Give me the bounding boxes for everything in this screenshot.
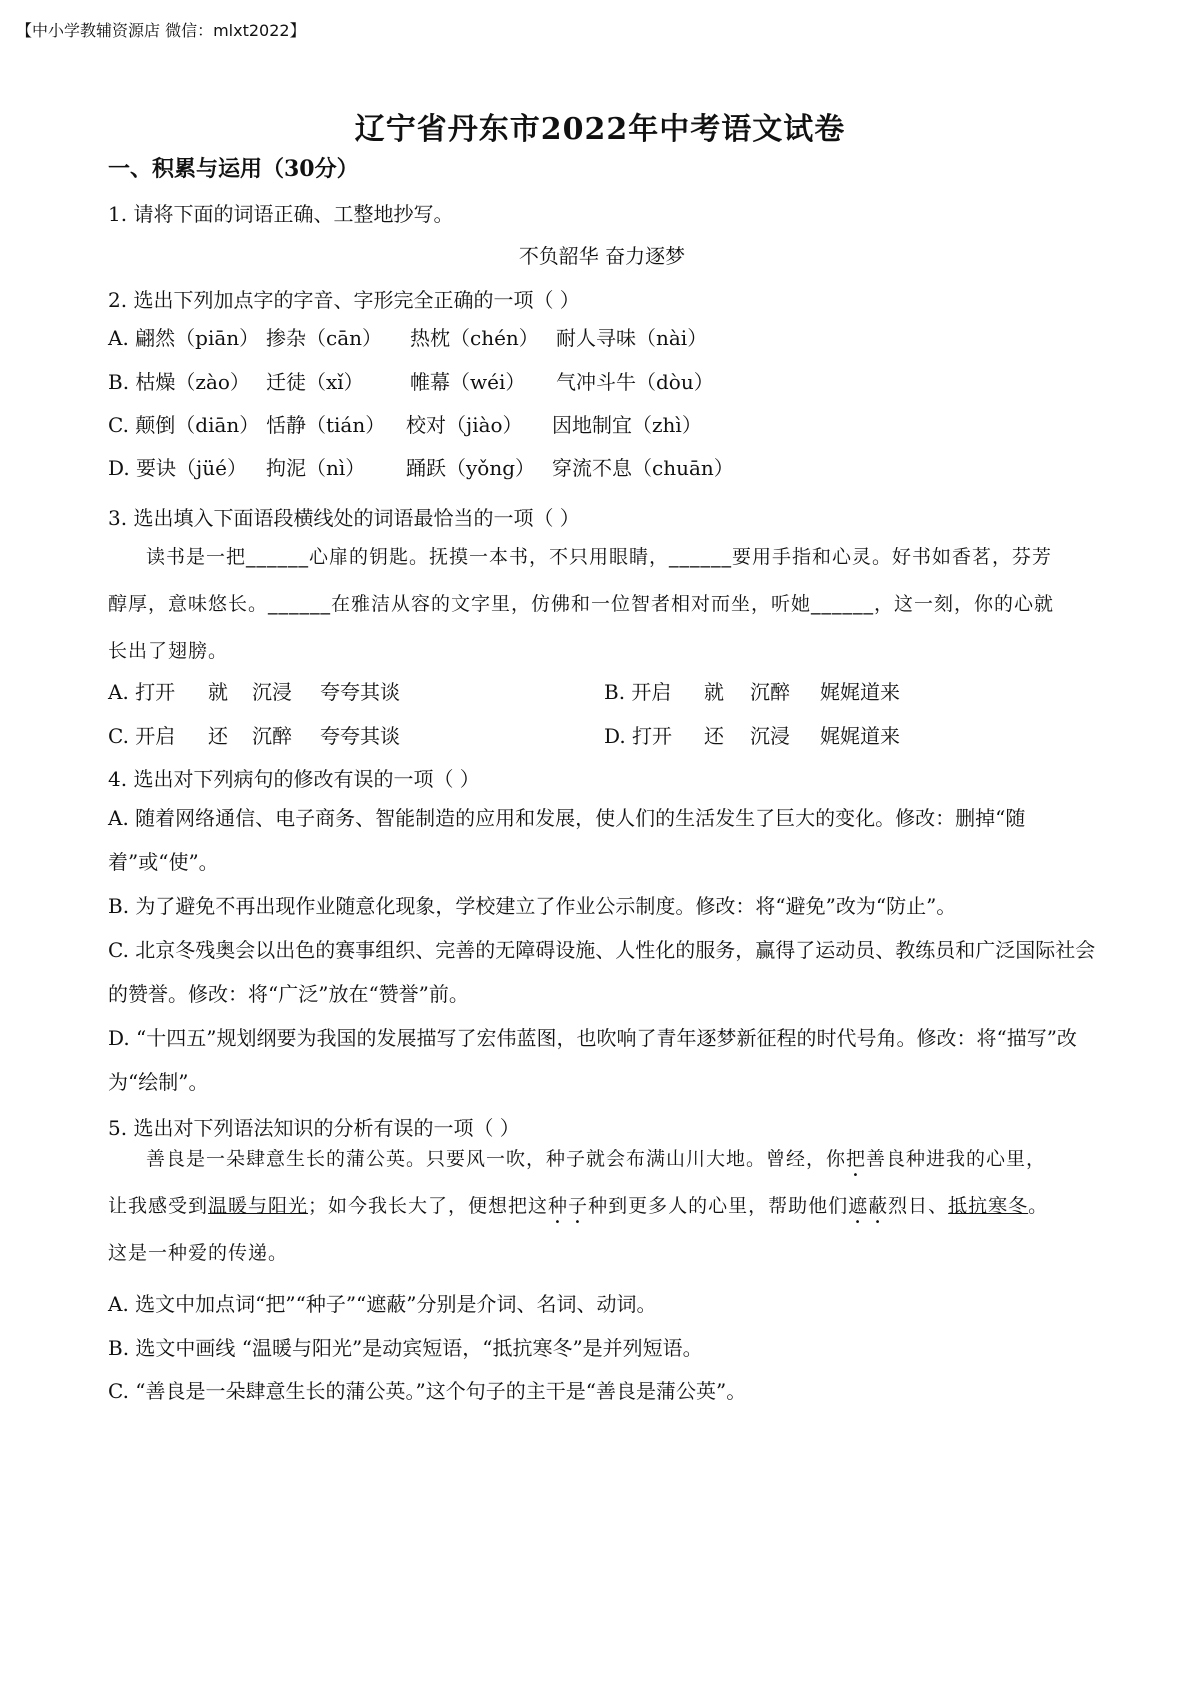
question-1-stem: 1. 请将下面的词语正确、工整地抄写。 [108, 202, 454, 226]
option-text: 因地制宜（zhì） [552, 413, 702, 437]
question-5-option-c: C. “善良是一朵肆意生长的蒲公英。”这个句子的主干是“善良是蒲公英”。 [108, 1379, 747, 1403]
option-text: 热枕（chén） [410, 326, 539, 350]
underlined-phrase: 温暖与阳光 [208, 1195, 309, 1217]
option-text: 沉醉 [252, 724, 292, 748]
option-text: 就 [208, 680, 228, 704]
underlined-phrase: 抵抗寒冬 [948, 1195, 1029, 1217]
option-text: 掺杂（cān） [266, 326, 383, 350]
option-text: 恬静（tián） [266, 413, 386, 437]
question-5-option-a: A. 选文中加点词“把”“种子”“遮蔽”分别是介词、名词、动词。 [108, 1292, 657, 1316]
option-text: 穿流不息（chuān） [552, 456, 734, 480]
passage-line: 长出了翅膀。 [108, 640, 229, 662]
option-text: 沉浸 [252, 680, 292, 704]
option-text: 校对（jiào） [406, 413, 523, 437]
option-text: C. 颠倒（diān） [108, 413, 260, 437]
option-text: 就 [704, 680, 724, 704]
option-text: 夸夸其谈 [320, 724, 400, 748]
option-text: 还 [704, 724, 724, 748]
page-title: 辽宁省丹东市2022年中考语文试卷 [354, 112, 846, 147]
option-text: D. 打开 [604, 724, 673, 748]
question-5-option-b: B. 选文中画线 “温暖与阳光”是动宾短语，“抵抗寒冬”是并列短语。 [108, 1336, 703, 1360]
passage-line: 这是一种爱的传递。 [108, 1242, 289, 1264]
question-4-option-a: A. 随着网络通信、电子商务、智能制造的应用和发展，使人们的生活发生了巨大的变化。修改：删掉“随着”或“使”。 [108, 806, 1026, 874]
question-1-words: 不负韶华 奋力逐梦 [518, 244, 686, 268]
question-4-option-d: D. “十四五”规划纲要为我国的发展描写了宏伟蓝图，也吹响了青年逐梦新征程的时代号角。修改：将“描写”改为“绘制”。 [108, 1026, 1077, 1094]
passage-line: 读书是一把______心扉的钥匙。抚摸一本书，不只用眼睛，______要用手指和心灵。好书如香茗，芬芳 [146, 546, 1053, 568]
option-text: 沉醉 [750, 680, 790, 704]
option-text: 帷幕（wéi） [410, 370, 526, 394]
question-3-stem: 3. 选出填入下面语段横线处的词语最恰当的一项（ ） [108, 506, 580, 530]
passage-line: 醇厚，意味悠长。______在雅洁从容的文字里，仿佛和一位智者相对而坐，听她______，这一刻，你的心就 [108, 593, 1055, 615]
option-text: 拘泥（nì） [266, 456, 366, 480]
option-text: 踊跃（yǒng） [406, 456, 536, 480]
option-text: 夸夸其谈 [320, 680, 400, 704]
question-3-passage [108, 534, 1096, 675]
option-text: B. 开启 [604, 680, 672, 704]
option-text: C. 开启 [108, 724, 176, 748]
option-text: 娓娓道来 [820, 724, 900, 748]
option-text: D. 要诀（jüé） [108, 456, 247, 480]
option-text: A. 翩然（piān） [108, 326, 260, 350]
option-text: 沉浸 [750, 724, 790, 748]
option-text: 娓娓道来 [820, 680, 900, 704]
option-text: B. 枯燥（zào） [108, 370, 250, 394]
option-text: 气冲斗牛（dòu） [556, 370, 714, 394]
question-4-option-c: C. 北京冬残奥会以出色的赛事组织、完善的无障碍设施、人性化的服务，赢得了运动员、教练员和广泛国际社会的赞誉。修改：将“广泛”放在“赞誉”前。 [108, 938, 1096, 1006]
question-5-stem: 5. 选出对下列语法知识的分析有误的一项（ ） [108, 1116, 520, 1140]
question-4-stem: 4. 选出对下列病句的修改有误的一项（ ） [108, 767, 480, 791]
question-4-option-b: B. 为了避免不再出现作业随意化现象，学校建立了作业公示制度。修改：将“避免”改为“防止”。 [108, 894, 957, 918]
passage-line: 善良是一朵肆意生长的蒲公英。只要风一吹，种子就会布满山川大地。曾经，你把善良种进我的心里， [146, 1148, 1047, 1170]
option-text: 迁徒（xǐ） [266, 370, 364, 394]
header-note: 【中小学教辅资源店 微信：mlxt2022】 [16, 21, 306, 40]
section-heading: 一、积累与运用（30分） [108, 156, 359, 182]
question-5-passage [108, 1136, 1096, 1277]
option-text: 耐人寻味（nài） [556, 326, 708, 350]
option-text: A. 打开 [108, 680, 176, 704]
option-text: 还 [208, 724, 228, 748]
passage-line: 让我感受到温暖与阳光；如今我长大了，便想把这种子种到更多人的心里，帮助他们遮蔽烈日、抵抗寒冬。 [108, 1195, 1049, 1217]
question-2-stem: 2. 选出下列加点字的字音、字形完全正确的一项（ ） [108, 288, 580, 312]
